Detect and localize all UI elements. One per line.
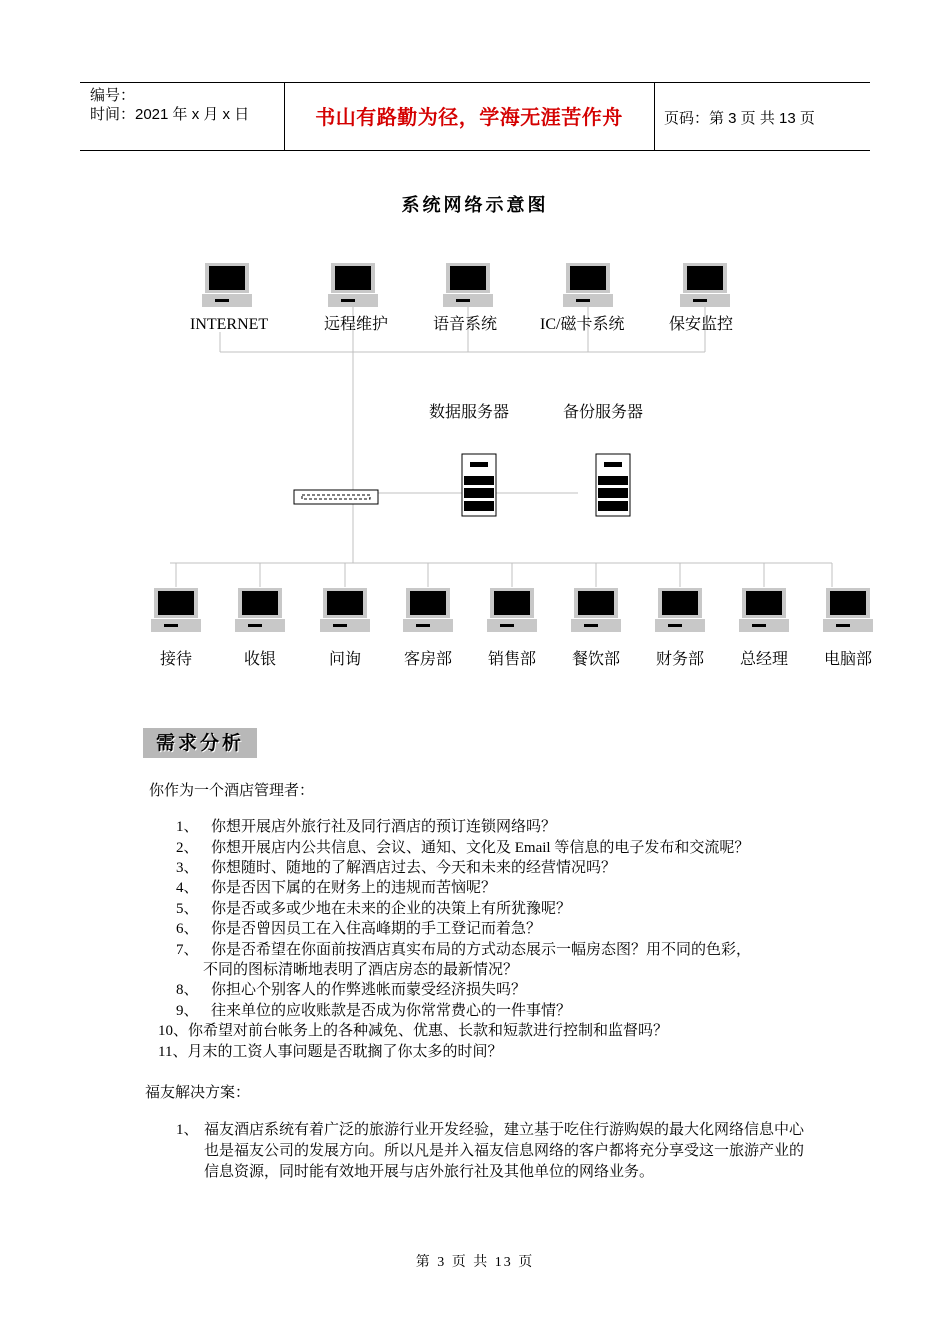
dept-label-finance: 财务部 bbox=[656, 651, 705, 668]
dept-label-it: 电脑部 bbox=[824, 651, 873, 668]
node-label-voice: 语音系统 bbox=[433, 316, 498, 333]
server-icon bbox=[596, 454, 630, 516]
computer-icon bbox=[823, 588, 873, 632]
question-item: 9、 往来单位的应收账款是否成为你常常费心的一件事情？ bbox=[176, 1003, 572, 1019]
computer-icon bbox=[235, 588, 285, 632]
header-time-label: 时间：2021 年 x 月 x 日 bbox=[90, 106, 250, 123]
question-item: 8、 你担心个别客人的作弊逃帐而蒙受经济损失吗？ bbox=[176, 982, 527, 998]
page-footer: 第 3 页 共 13 页 bbox=[415, 1255, 535, 1270]
dept-label-sales: 销售部 bbox=[488, 651, 537, 668]
question-item: 4、 你是否因下属的在财务上的违规而苦恼呢？ bbox=[176, 880, 497, 896]
computer-icon bbox=[403, 588, 453, 632]
computer-icon bbox=[202, 263, 252, 307]
question-item: 1、 你想开展店外旅行社及同行酒店的预订连锁网络吗？ bbox=[176, 819, 557, 835]
question-item: 5、 你是否或多或少地在未来的企业的决策上有所犹豫呢？ bbox=[176, 901, 572, 917]
question-item: 11、月末的工资人事问题是否耽搁了你太多的时间？ bbox=[158, 1044, 503, 1060]
diagram-title: 系统网络示意图 bbox=[401, 195, 549, 216]
dept-label-cashier: 收银 bbox=[244, 651, 277, 668]
dept-label-dining: 餐饮部 bbox=[572, 651, 621, 668]
question-item: 7、 你是否希望在你面前按酒店真实布局的方式动态展示一幅房态图？用不同的色彩， bbox=[176, 942, 752, 958]
computer-icon bbox=[328, 263, 378, 307]
connection-lines bbox=[170, 306, 832, 587]
server-label-backup: 备份服务器 bbox=[563, 404, 644, 421]
question-item: 10、你希望对前台帐务上的各种减免、优惠、长款和短款进行控制和监督吗？ bbox=[158, 1023, 669, 1039]
dept-label-housekeeping: 客房部 bbox=[404, 651, 453, 668]
computer-icon bbox=[320, 588, 370, 632]
computer-icon bbox=[571, 588, 621, 632]
computer-icon bbox=[151, 588, 201, 632]
node-label-remote: 远程维护 bbox=[324, 316, 389, 333]
computer-icon bbox=[739, 588, 789, 632]
server-label-data: 数据服务器 bbox=[429, 404, 510, 421]
computer-icon bbox=[443, 263, 493, 307]
dept-label-reception: 接待 bbox=[160, 651, 193, 668]
node-label-security: 保安监控 bbox=[669, 316, 734, 333]
section-heading-needs: 需求分析 bbox=[143, 728, 257, 758]
header-page-info: 页码：第 3 页 共 13 页 bbox=[664, 110, 815, 127]
dept-label-gm: 总经理 bbox=[740, 651, 789, 668]
needs-intro: 你作为一个酒店管理者： bbox=[149, 783, 315, 799]
solution-intro: 福友解决方案： bbox=[145, 1085, 251, 1101]
computer-icon bbox=[680, 263, 730, 307]
question-item-continued: 不同的图标清晰地表明了酒店房态的最新情况？ bbox=[203, 962, 519, 978]
header-number-label: 编号： bbox=[90, 87, 136, 104]
server-icon bbox=[462, 454, 496, 516]
question-item: 2、 你想开展店内公共信息、会议、通知、文化及 Email 等信息的电子发布和交流呢？ bbox=[176, 840, 750, 856]
solution-item: 1、 福友酒店系统有着广泛的旅游行业开发经验，建立基于吃住行游购娱的最大化网络信息中心也是福友公司的发展方向。所以凡是并入福友信息网络的客户都将充分享受这一旅游产业的信息资源，同时能有效地开展与店外旅行社及其他单位的网络业务。 bbox=[176, 1122, 805, 1180]
dept-label-inquiry: 问询 bbox=[329, 651, 362, 668]
question-item: 6、 你是否曾因员工在入住高峰期的手工登记而着急？ bbox=[176, 921, 542, 937]
node-label-internet: INTERNET bbox=[190, 316, 269, 333]
header-motto: 书山有路勤为径，学海无涯苦作舟 bbox=[315, 105, 623, 129]
computer-icon bbox=[563, 263, 613, 307]
computer-icon bbox=[655, 588, 705, 632]
question-item: 3、 你想随时、随地的了解酒店过去、今天和未来的经营情况吗？ bbox=[176, 860, 617, 876]
computer-icon bbox=[487, 588, 537, 632]
network-hub-icon bbox=[294, 490, 378, 504]
node-label-ic-card: IC/磁卡系统 bbox=[540, 316, 625, 333]
